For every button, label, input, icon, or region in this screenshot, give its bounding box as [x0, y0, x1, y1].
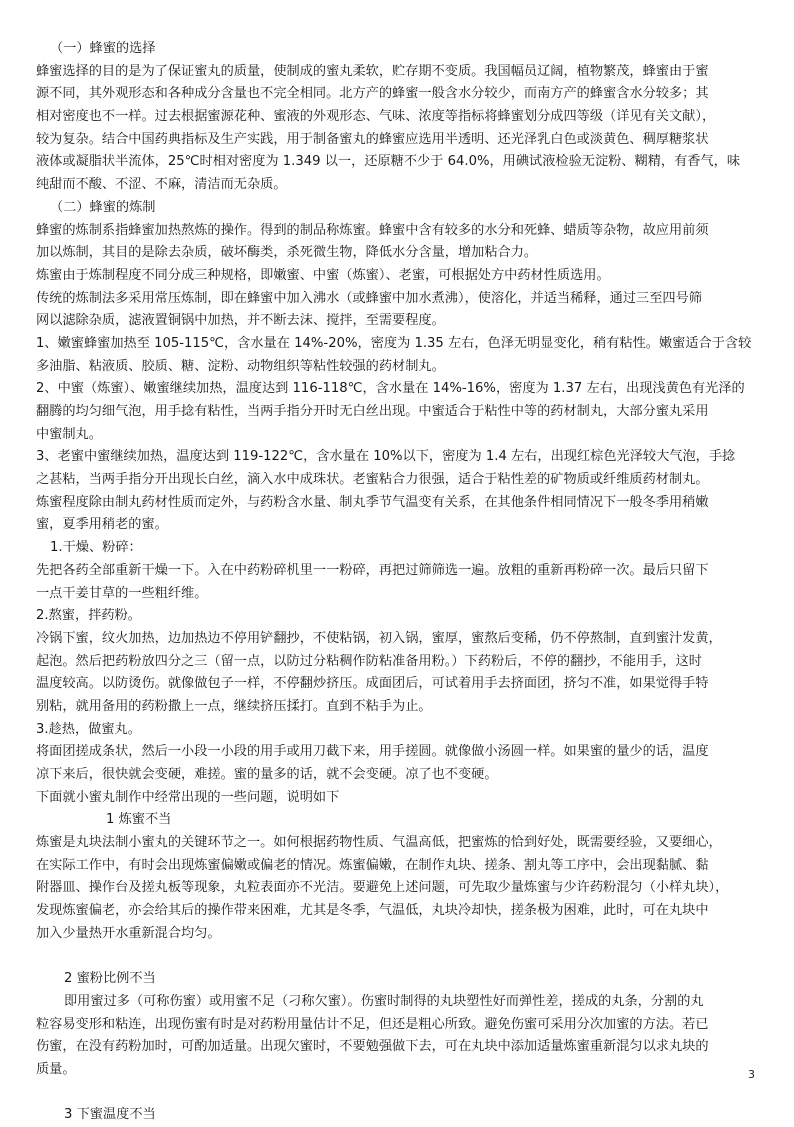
text-line: 蜜，夏季用稍老的蜜。 [36, 517, 168, 533]
text-line: 3、老蜜中蜜继续加热，温度达到 119-122℃，含水量在 10%以下，密度为 1.4 左右，出现红棕色光泽较大气泡，手捻 [36, 449, 736, 465]
text-line: 起泡。然后把药粉放四分之三（留一点，以防过分粘稠作防粘准备用粉。）下药粉后，不停的翻抄，不能用手，这时 [36, 653, 702, 669]
text-line: 一点干姜甘草的一些粗纤维。 [36, 585, 208, 601]
text-line: 1 炼蜜不当 [106, 812, 172, 828]
text-line: 2.熬蜜，拌药粉。 [36, 608, 141, 624]
text-line: 温度较高。以防烫伤。就像做包子一样，不停翻炒挤压。成面团后，可试着用手去挤面团，挤匀不准，如果觉得手特 [36, 676, 709, 692]
blank-line [36, 946, 758, 969]
text-line: 蜂蜜选择的目的是为了保证蜜丸的质量，使制成的蜜丸柔软，贮存期不变质。我国幅员辽阔，植物繁茂，蜂蜜由于蜜 [36, 63, 709, 79]
text-line: 别粘，就用备用的药粉撒上一点，继续挤压揉打。直到不粘手为止。 [36, 698, 432, 714]
text-line: 发现炼蜜偏老，亦会给其后的操作带来困难，尤其是冬季，气温低，丸块冷却快，搓条极为困难，此时，可在丸块中 [36, 903, 709, 919]
text-line: 炼蜜由于炼制程度不同分成三种规格，即嫩蜜、中蜜（炼蜜）、老蜜，可根据处方中药材性质选用。 [36, 267, 610, 283]
text-line: 之甚粘，当两手指分开出现长白丝，滴入水中成珠状。老蜜粘合力很强，适合于粘性差的矿物质或纤维质药材制丸。 [36, 472, 709, 488]
text-line: 炼蜜程度除由制丸药材性质而定外，与药粉含水量、制丸季节气温变有关系，在其他条件相同情况下一般冬季用稍嫩 [36, 494, 709, 510]
text-line: 液体或凝脂状半流体，25℃时相对密度为 1.349 以一，还原糖不少于 64.0%，用碘试液检验无淀粉、糊精，有香气，味 [36, 154, 741, 170]
text-line: 凉下来后，很快就会变硬，难搓。蜜的量多的话，就不会变硬。凉了也不变硬。 [36, 767, 498, 782]
text-line: 多油脂、粘液质、胶质、糖、淀粉、动物组织等粘性较强的药材制丸。 [36, 358, 445, 374]
text-line: 中蜜制丸。 [36, 426, 102, 442]
text-line: 质量。 [36, 1061, 76, 1077]
text-line: 3 下蜜温度不当 [64, 1107, 156, 1123]
text-line: 即用蜜过多（可称伤蜜）或用蜜不足（刁称欠蜜）。伤蜜时制得的丸块塑性好而弹性差，搓成的丸条，分割的丸 [64, 993, 704, 1009]
text-line: 伤蜜，在没有药粉加时，可酌加适量。出现欠蜜时，不要勉强做下去，可在丸块中添加适量炼蜜重新混匀以求丸块的 [36, 1039, 709, 1055]
text-line: 3.趁热，做蜜丸。 [36, 721, 141, 737]
blank-line [36, 1082, 758, 1105]
text-line: 纯甜而不酸、不涩、不麻，清洁而无杂质。 [36, 177, 287, 193]
page-number: 3 [748, 1068, 755, 1081]
text-line: 翻腾的均匀细气泡，用手捻有粘性，当两手指分开时无白丝出现。中蜜适合于粘性中等的药材制丸，大部分蜜丸采用 [36, 404, 709, 419]
text-line: 相对密度也不一样。过去根据蜜源花种、蜜液的外观形态、气味、浓度等指标将蜂蜜划分成四等级（详见有关文献）， [36, 109, 716, 125]
text-line: 在实际工作中，有时会出现炼蜜偏嫩或偏老的情况。炼蜜偏嫩，在制作丸块、搓条、割丸等工序中，会出现黏腻、黏 [36, 857, 709, 873]
text-line: 较为复杂。结合中国药典指标及生产实践，用于制备蜜丸的蜂蜜应选用半透明、还光泽乳白色或淡黄色、稠厚糖浆状 [36, 131, 709, 147]
text-line: 2、中蜜（炼蜜）、嫩蜜继续加热，温度达到 116-118℃，含水量在 14%-16%，密度为 1.37 左右，出现浅黄色有光泽的 [36, 381, 745, 397]
text-line: （二）蜂蜜的炼制 [50, 199, 156, 215]
text-line: 2 蜜粉比例不当 [64, 971, 156, 987]
text-line: 先把各药全部重新干燥一下。入在中药粉碎机里一一粉碎，再把过筛筛选一遍。放粗的重新再粉碎一次。最后只留下 [36, 562, 709, 578]
text-line: 蜂蜜的炼制系指蜂蜜加热熬炼的操作。得到的制品称炼蜜。蜂蜜中含有较多的水分和死蜂、蜡质等杂物，故应用前须 [36, 222, 709, 238]
text-line: 网以滤除杂质，滤液置铜锅中加热，并不断去沫、搅拌，至需要程度。 [36, 313, 445, 329]
document-body [36, 38, 758, 1127]
text-line: 源不同，其外观形态和各种成分含量也不完全相同。北方产的蜂蜜一般含水分较少，而南方产的蜂蜜含水分较多；其 [36, 86, 709, 102]
text-line: 1.干燥、粉碎： [50, 540, 142, 556]
text-line: 粒容易变形和粘连，出现伤蜜有时是对药粉用量估计不足，但还是粗心所致。避免伤蜜可采用分次加蜜的方法。若已 [36, 1016, 709, 1032]
text-line: 炼蜜是丸块法制小蜜丸的关键环节之一。如何根据药物性质、气温高低，把蜜炼的恰到好处，既需要经验，又要细心， [36, 835, 722, 851]
text-line: 冷锅下蜜，纹火加热，边加热边不停用铲翻抄，不使粘锅，初入锅，蜜厚，蜜熬后变稀，仍不停熬制，直到蜜汁发黄， [36, 630, 722, 646]
text-line: 加入少量热开水重新混合均匀。 [36, 925, 221, 941]
text-line: 传统的炼制法多采用常压炼制，即在蜂蜜中加入沸水（或蜂蜜中加水煮沸），使溶化，并适当稀释，通过三至四号筛 [36, 290, 702, 306]
text-line: 1、嫩蜜蜂蜜加热至 105-115℃，含水量在 14%-20%，密度为 1.35 左右，色泽无明显变化，稍有粘性。嫩蜜适合于含较 [36, 335, 752, 351]
text-line: （一）蜂蜜的选择 [50, 41, 156, 56]
text-line: 下面就小蜜丸制作中经常出现的一些问题，说明如下 [36, 789, 340, 805]
text-line: 加以炼制，其目的是除去杂质，破坏酶类，杀死微生物，降低水分含量，增加粘合力。 [36, 245, 538, 261]
text-line: 附器皿、操作台及搓丸板等现象，丸粒表面亦不光洁。要避免上述问题，可先取少量炼蜜与少许药粉混匀（小样丸块）， [36, 880, 729, 896]
text-line: 将面团搓成条状，然后一小段一小段的用手或用刀截下来，用手搓圆。就像做小汤圆一样。如果蜜的量少的话，温度 [36, 744, 709, 760]
